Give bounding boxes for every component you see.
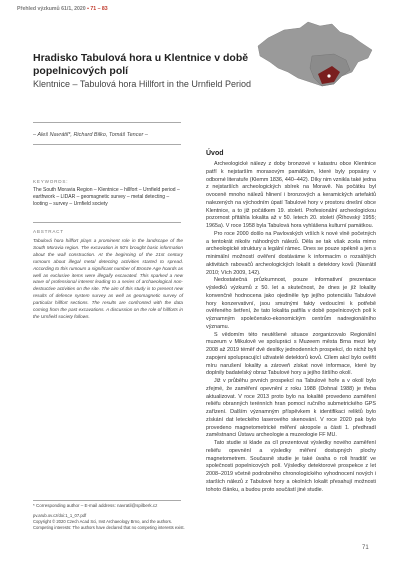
site-marker <box>327 74 330 77</box>
section-heading-uvod: Úvod <box>206 150 224 157</box>
abstract-text: Tabulová hora hillfort plays a prominent role in the landscape of the South Moravia region. The excavation in 50's brought basic information about the wall construction. At the beginning of the 21st century rumours about illegal metal detecting activities started to spread. According to this rumours a significant number of Bronze Age hoards as well as exclusive items were illegally excavated. This sparked a new wave of professional interest leading to a series of archaeological non-destructive activities on the site. The aim of this study is to present new results of defence system survey as well as geomagnetic survey of particular hillfort sections. The results are confronted with the data coming from the past excavations. A discussion on the role of hillforts in the Urnfield society follows. <box>33 238 183 319</box>
paragraph: S vědomím této neutěšené situace zorganizovalo Regionální muzeum v Mikulově ve spolupráci s Muzeem města Brna mezi lety 2008 až 2019 téměř dvě desítky jednodenních prospekcí, do nichž byli zapojeni spolupracující uživatelé detektorů kovů. Cílem akcí bylo ověřit míru narušení lokality a zároveň získat nové informace, které by doplnily badatelský obraz Tabulové hory a jejího širšího okolí. <box>206 331 376 377</box>
divider <box>33 222 181 223</box>
article-title: Hradisko Tabulová hora u Klentnice v době popelnicových polí <box>33 52 249 77</box>
article-subtitle: Klentnice – Tabulová hora Hillfort in the Urnfield Period <box>33 79 251 89</box>
paragraph: Pro roce 2000 došlo na Pavlovských vrších k nové vlně početných a tentokrát nikoliv náhodných nálezů. Děla se tak však zcela mimo archeologické struktury a legální rámec. Dnes se pouze spékně a jen s minimální možností ověření dostáváme k informacím o rozsáhlých aktivitách rabovačů archeologických lokalit s detektory kovů (Navrátil 2010; Vích 2009, 142). <box>206 230 376 276</box>
copyright: Copyright © 2020 Czech Acad Sci, Inst Archaeology Brno, and the authors. <box>33 519 173 524</box>
keywords-heading: KEYWORDS: <box>33 179 69 184</box>
competing-interests: Competing interests: The authors have declared that no competing interests exist. <box>33 525 185 530</box>
page-range: ▪ 71 – 83 <box>87 6 108 12</box>
page-number: 71 <box>362 545 369 551</box>
footnote: * Corresponding author – E-mail address: navratil@spilberk.cz <box>33 503 158 508</box>
keywords-text: The South Moravia Region – Klentnice – hillfort – Urnfield period – earthwork – LIDAR – geomagnetic survey – metal detecting – looting – survey – Urnfield society <box>33 187 180 208</box>
body-text <box>206 161 376 494</box>
divider <box>33 122 181 123</box>
paragraph: Již v průběhu prvních prospekcí na Tabulové hoře a v okolí bylo zřejmé, že zaměření opevnění z roku 1988 (Dohnal 1988) je třeba aktualizovat. V roce 2013 proto bylo na lokalitě provedeno zaměření reliéfu obranných terénních hran pomocí ručního submetrického GPS zařízení. Dalším významným příspěvkem k identifikaci reliktů bylo získání dat leteckého laserového skenování. V roce 2020 pak bylo provedeno magnetometrické měření akropole a části 1. předhradí zaměstnanci Ústavu archeologie a muzeologie FF MU. <box>206 378 376 439</box>
doi: pv.arub.ov.cz/doi:1_1_07.pdf <box>33 513 87 518</box>
journal-header <box>17 6 108 12</box>
divider <box>33 500 181 501</box>
paragraph: Archeologické nálezy z doby bronzové v katastru obce Klentnice patří k nejstarším morasovým památkám, které byly popsány v odborné literatuře (Klemm 1836, 440–442). Díky nim vznikla také jedna z nejstarších archeologických sbírek na Moravě. Na počátku byl ovoceně mnoho nálezů hlinení i bronzových a keramických artefaktů nalezených na východním úpatí Tabulové hory v prostoru dnešní obce Klentnice, a to již počátkem 19. století. Profesionální archeologickou pozornost přitáhla lokalita až v 50. letech 20. století (Říhovský 1955; 1965a). V roce 1958 byla Tabulová hora vyhlášena kulturní památkou. <box>206 161 376 229</box>
abstract-heading: ABSTRACT <box>33 229 64 234</box>
divider <box>33 144 181 145</box>
paragraph: Nedostatečná průzkumnost, pouze informativní prezentace výsledků výzkumů z 50. let a skutečnost, že dnes je jíž lokality konvenčně hodnocena jako ojediněle typ jejího potenciálu Tabulové hory konzervativní, jsou smutnými fakty vedoucími k potřebě ověřeného šetření, že tato lokalita patřila v době popelnicových polí k významným společensko-ekonomickým centrům nadregionálního významu. <box>206 277 376 330</box>
journal-name: Přehled výzkumů 61/1, 2020 <box>17 6 86 12</box>
authors: – Aleš Navrátil*, Richard Bilko, Tomáš Tencer – <box>33 132 148 138</box>
paragraph: Tato studie si klade za cíl prezentovat výsledky nového zaměření reliéfu opevnění a výsledky měření dostupných plochy magnetometrem. Současně studie je také úvaha o roli hradišť ve společnosti popelnicových polí. Výsledky detektorové prospekce z let 2008–2019 včetně podrobného chronologického vyhodnocení nových i starších nálezů z Tabulové hory a okolních lokalit přesahují možnosti tohoto článku, a budou proto součástí jiné studie. <box>206 440 376 493</box>
